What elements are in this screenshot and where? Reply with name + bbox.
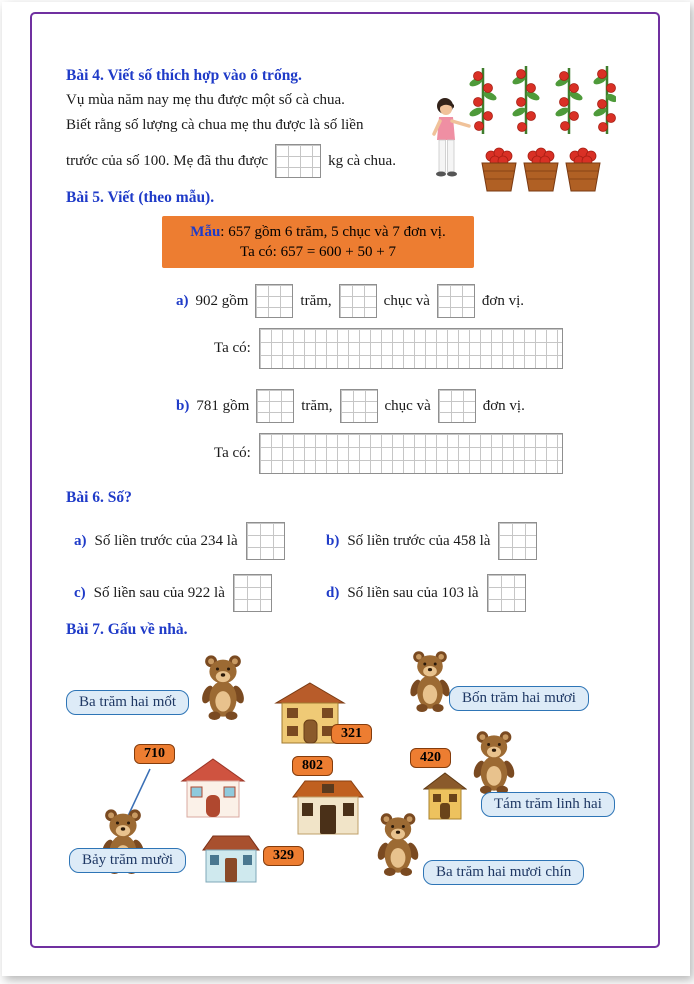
exercise-4-section	[66, 66, 634, 178]
exercise-4-title: Bài 4. Viết số thích hợp vào ô trống.	[66, 67, 302, 84]
item-a-lead: 902 gồm	[195, 292, 249, 309]
exercise-7-matching-scene	[66, 644, 634, 896]
number-tag-329[interactable]: 329	[263, 846, 304, 866]
answer-box-before-458[interactable]	[498, 522, 537, 560]
match-label-ba-tram-hai-mot[interactable]: Ba trăm hai mốt	[66, 690, 189, 715]
answer-box-a-hundreds[interactable]	[255, 284, 293, 318]
answer-box-before-234[interactable]	[246, 522, 285, 560]
exercise-6-section	[66, 488, 634, 612]
item-text-d: Số liền sau của 103 là	[347, 584, 479, 601]
item-text-a: Số liền trước của 234 là	[94, 532, 238, 549]
item-b-word-chuc: chục và	[384, 397, 431, 414]
number-tag-710[interactable]: 710	[134, 744, 175, 764]
bear-icon[interactable]	[469, 728, 519, 794]
item-letter-c: c)	[74, 584, 86, 601]
house-icon[interactable]	[423, 772, 467, 820]
number-tag-321[interactable]: 321	[331, 724, 372, 744]
exercise-6-item-d	[326, 574, 526, 612]
example-box	[162, 216, 474, 268]
match-label-bon-tram-hai-muoi[interactable]: Bốn trăm hai mươi	[449, 686, 589, 711]
item-b-lead: 781 gồm	[196, 397, 250, 414]
item-a-word-chuc: chục và	[383, 292, 430, 309]
example-line-1-text: : 657 gồm 6 trăm, 5 chục và 7 đơn vị.	[220, 224, 446, 240]
exercise-5-title: Bài 5. Viết (theo mẫu).	[66, 189, 215, 206]
exercise-6-item-b	[326, 522, 537, 560]
item-a-word-tram: trăm,	[300, 292, 332, 309]
item-a-taco-label: Ta có:	[214, 340, 251, 356]
house-icon[interactable]	[289, 778, 367, 836]
match-label-tam-tram-linh-hai[interactable]: Tám trăm linh hai	[481, 792, 615, 817]
exercise-4-text-after-box: kg cà chua.	[328, 152, 396, 169]
item-text-c: Số liền sau của 922 là	[93, 584, 225, 601]
exercise-4-text-line-1: Vụ mùa năm nay mẹ thu được một số cà chua.	[66, 92, 345, 108]
answer-box-a-equation[interactable]	[259, 328, 563, 369]
answer-box-a-units[interactable]	[437, 284, 475, 318]
match-label-ba-tram-hai-muoi-chin[interactable]: Ba trăm hai mươi chín	[423, 860, 584, 885]
answer-box-a-tens[interactable]	[339, 284, 377, 318]
exercise-5-item-b	[176, 389, 634, 423]
item-letter-d: d)	[326, 584, 340, 601]
item-letter-a: a)	[74, 532, 87, 549]
number-tag-420[interactable]: 420	[410, 748, 451, 768]
worksheet-page	[2, 2, 690, 976]
exercise-5-item-a	[176, 284, 634, 318]
bear-icon[interactable]	[373, 810, 423, 876]
answer-box-after-922[interactable]	[233, 574, 272, 612]
answer-box-b-tens[interactable]	[340, 389, 378, 423]
item-b-letter: b)	[176, 397, 190, 414]
exercise-5-item-a-equation-row	[214, 328, 634, 369]
exercise-6-row-2	[74, 574, 634, 612]
house-icon[interactable]	[179, 758, 247, 818]
item-letter-b: b)	[326, 532, 340, 549]
exercise-4-text-before-box: trước của số 100. Mẹ đã thu được	[66, 152, 269, 169]
bear-icon[interactable]	[406, 648, 454, 712]
item-b-word-tram: trăm,	[301, 397, 333, 414]
item-a-word-donvi: đơn vị.	[481, 292, 525, 309]
exercise-7-section	[66, 620, 634, 896]
number-tag-802[interactable]: 802	[292, 756, 333, 776]
answer-box-b-equation[interactable]	[259, 433, 563, 474]
exercise-4-text-line-2: Biết rằng số lượng cà chua mẹ thu được là số liền	[66, 117, 364, 133]
answer-box-b-hundreds[interactable]	[256, 389, 294, 423]
example-line-1	[172, 222, 464, 242]
example-label: Mẫu	[190, 224, 221, 240]
item-b-word-donvi: đơn vị.	[482, 397, 525, 414]
answer-box-after-103[interactable]	[487, 574, 526, 612]
tomato-harvest-illustration	[421, 64, 616, 196]
answer-box-kg[interactable]	[275, 144, 321, 178]
bear-icon[interactable]	[197, 652, 249, 720]
example-line-2: Ta có: 657 = 600 + 50 + 7	[240, 244, 396, 260]
exercise-6-item-a	[74, 522, 326, 560]
farmer-figure	[434, 98, 469, 177]
page-frame	[30, 12, 660, 948]
exercise-7-title: Bài 7. Gấu về nhà.	[66, 621, 188, 638]
exercise-5-section	[66, 188, 634, 474]
exercise-6-row-1	[74, 522, 634, 560]
exercise-6-title: Bài 6. Số?	[66, 489, 132, 506]
house-icon[interactable]	[199, 834, 263, 884]
item-b-taco-label: Ta có:	[214, 445, 251, 461]
exercise-6-rows	[74, 522, 634, 612]
item-a-letter: a)	[176, 292, 189, 309]
exercise-6-item-c	[74, 574, 326, 612]
exercise-5-item-b-equation-row	[214, 433, 634, 474]
match-label-bay-tram-muoi[interactable]: Bảy trăm mười	[69, 848, 186, 873]
item-text-b: Số liền trước của 458 là	[347, 532, 491, 549]
answer-box-b-units[interactable]	[438, 389, 476, 423]
